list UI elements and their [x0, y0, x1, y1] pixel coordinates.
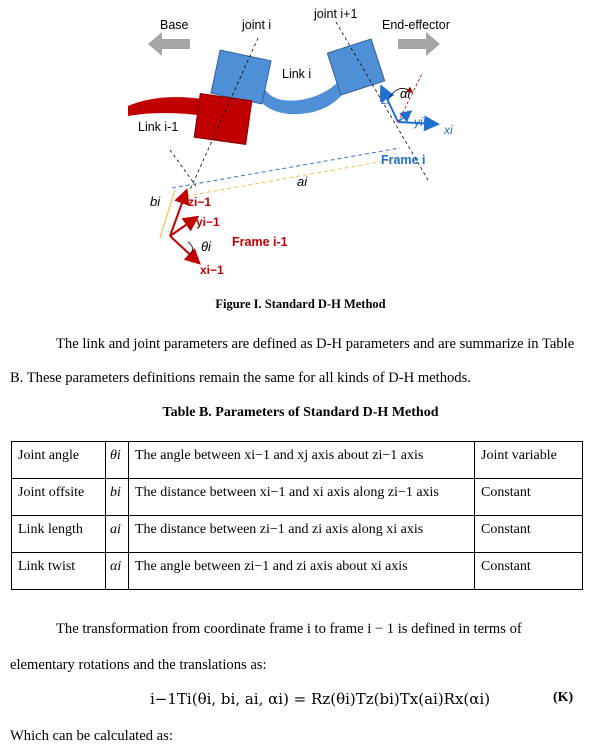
- param-description: The angle between zi−1 and zi axis about xi axis: [129, 553, 475, 590]
- label-z-i-1: zi−1: [188, 195, 212, 209]
- paragraph-1-line-1: The link and joint parameters are defined as D-H parameters and are summarize in Table: [56, 336, 575, 352]
- param-type: Constant: [475, 553, 583, 590]
- transformation-equation: i−1Ti(θi, bi, ai, αi) = Rz(θi)Tz(bi)Tx(ai)Rx(αi): [150, 690, 491, 708]
- label-y-i: yi: [414, 115, 423, 129]
- dh-parameters-table: [11, 441, 583, 590]
- y-i-axis: [398, 112, 410, 122]
- table-row: [12, 479, 583, 516]
- paragraph-2-line-1: The transformation from coordinate frame i to frame i − 1 is defined in terms of: [56, 621, 522, 637]
- param-type: Constant: [475, 479, 583, 516]
- param-description: The angle between xi−1 and xj axis about zi−1 axis: [129, 442, 475, 479]
- param-name: Joint offsite: [12, 479, 106, 516]
- param-type: Joint variable: [475, 442, 583, 479]
- param-type: Constant: [475, 516, 583, 553]
- param-description: The distance between zi−1 and zi axis along xi axis: [129, 516, 475, 553]
- label-frame-i: Frame i: [381, 153, 426, 167]
- paragraph-2-line-2: elementary rotations and the translations as:: [10, 657, 267, 673]
- label-link-i-1: Link i-1: [138, 120, 179, 134]
- label-x-i-1: xi−1: [200, 263, 224, 277]
- common-normal-offset: [186, 158, 402, 196]
- label-z-i: zi: [381, 93, 390, 107]
- base-arrow-icon: [148, 32, 190, 56]
- table-row: [12, 442, 583, 479]
- label-joint-i1: joint i+1: [314, 7, 358, 21]
- paragraph-3: Which can be calculated as:: [10, 728, 173, 744]
- equation-label: (K): [553, 690, 574, 705]
- param-description: The distance between xi−1 and xi axis along zi−1 axis: [129, 479, 475, 516]
- x-i-1-axis: [170, 236, 198, 262]
- label-y-i-1: yi−1: [196, 215, 220, 229]
- param-name: Joint angle: [12, 442, 106, 479]
- label-joint-i: joint i: [242, 18, 272, 32]
- table-row: [12, 553, 583, 590]
- joint-i-block: [211, 50, 271, 104]
- label-x-i: xi: [444, 123, 453, 137]
- param-name: Link length: [12, 516, 106, 553]
- param-symbol: ai: [106, 516, 129, 553]
- param-symbol: αi: [106, 553, 129, 590]
- dh-figure: [0, 0, 601, 290]
- link-i-shape: [254, 80, 346, 114]
- joint-i-axis-lower: [170, 150, 196, 186]
- param-name: Link twist: [12, 553, 106, 590]
- link-i-1-block: [194, 94, 252, 145]
- param-symbol: bi: [106, 479, 129, 516]
- table-caption: Table B. Parameters of Standard D-H Method: [162, 405, 439, 420]
- param-symbol: θi: [106, 442, 129, 479]
- label-base: Base: [160, 18, 189, 32]
- label-b: bi: [150, 194, 161, 209]
- label-end-effector: End-effector: [382, 18, 450, 32]
- table-row: [12, 516, 583, 553]
- label-a: ai: [297, 174, 308, 189]
- end-effector-arrow-icon: [398, 32, 440, 56]
- label-frame-i-1: Frame i-1: [232, 235, 288, 249]
- paragraph-1-line-2: B. These parameters definitions remain the same for all kinds of D-H methods.: [10, 370, 471, 386]
- label-theta: θi: [201, 239, 211, 254]
- label-alpha: αi: [400, 86, 411, 101]
- label-link-i: Link i: [282, 67, 312, 81]
- figure-caption: Figure I. Standard D-H Method: [215, 297, 386, 311]
